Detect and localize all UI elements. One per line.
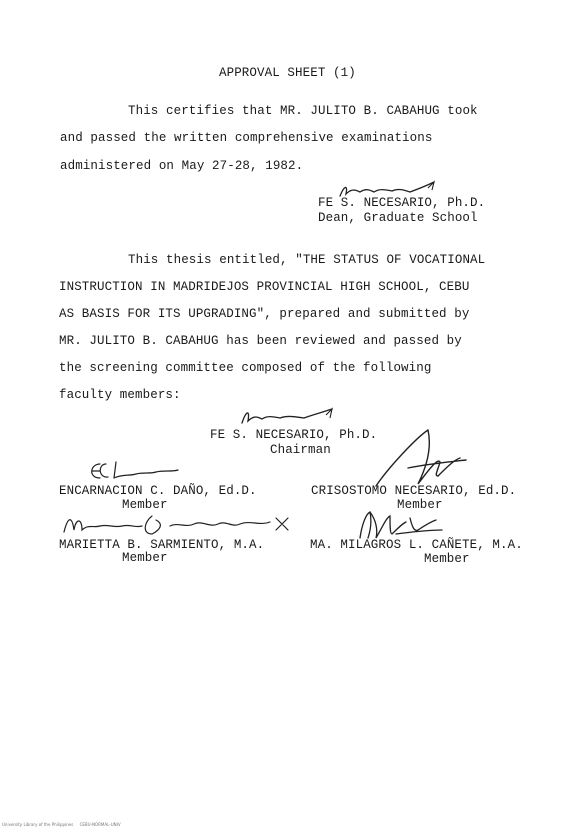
member4-signature <box>356 508 446 542</box>
page-title: APPROVAL SHEET (1) <box>219 66 356 80</box>
member4-name: MA. MILAGROS L. CAÑETE, M.A. <box>310 538 523 552</box>
member1-name: ENCARNACION C. DAÑO, Ed.D. <box>59 484 257 498</box>
thesis-line-2: INSTRUCTION IN MADRIDEJOS PROVINCIAL HIGH SCHOOL, CEBU <box>59 280 470 294</box>
chairman-role: Chairman <box>270 443 331 457</box>
dean-title: Dean, Graduate School <box>318 211 478 225</box>
thesis-line-1: This thesis entitled, "THE STATUS OF VOCATIONAL <box>128 253 486 267</box>
dean-name: FE S. NECESARIO, Ph.D. <box>318 196 486 210</box>
certification-line-2: and passed the written comprehensive examinations <box>60 131 433 145</box>
chairman-signature <box>238 405 338 429</box>
thesis-line-4: MR. JULITO B. CABAHUG has been reviewed and passed by <box>59 334 462 348</box>
certification-line-1: This certifies that MR. JULITO B. CABAHUG took <box>128 104 478 118</box>
member3-name: MARIETTA B. SARMIENTO, M.A. <box>59 538 265 552</box>
thesis-line-5: the screening committee composed of the following <box>59 361 432 375</box>
member1-signature <box>86 458 182 484</box>
member2-role: Member <box>397 498 443 512</box>
member3-signature <box>60 510 296 540</box>
member4-role: Member <box>424 552 470 566</box>
chairman-name: FE S. NECESARIO, Ph.D. <box>210 428 378 442</box>
certification-line-3: administered on May 27-28, 1982. <box>60 159 304 173</box>
thesis-line-3: AS BASIS FOR ITS UPGRADING", prepared and submitted by <box>59 307 470 321</box>
member1-role: Member <box>122 498 168 512</box>
member2-name: CRISOSTOMO NECESARIO, Ed.D. <box>311 484 517 498</box>
footer-stamp: University Library of the Philippines CEBU-NORMAL-UNIV <box>2 822 121 827</box>
thesis-line-6: faculty members: <box>59 388 181 402</box>
member3-role: Member <box>122 551 168 565</box>
